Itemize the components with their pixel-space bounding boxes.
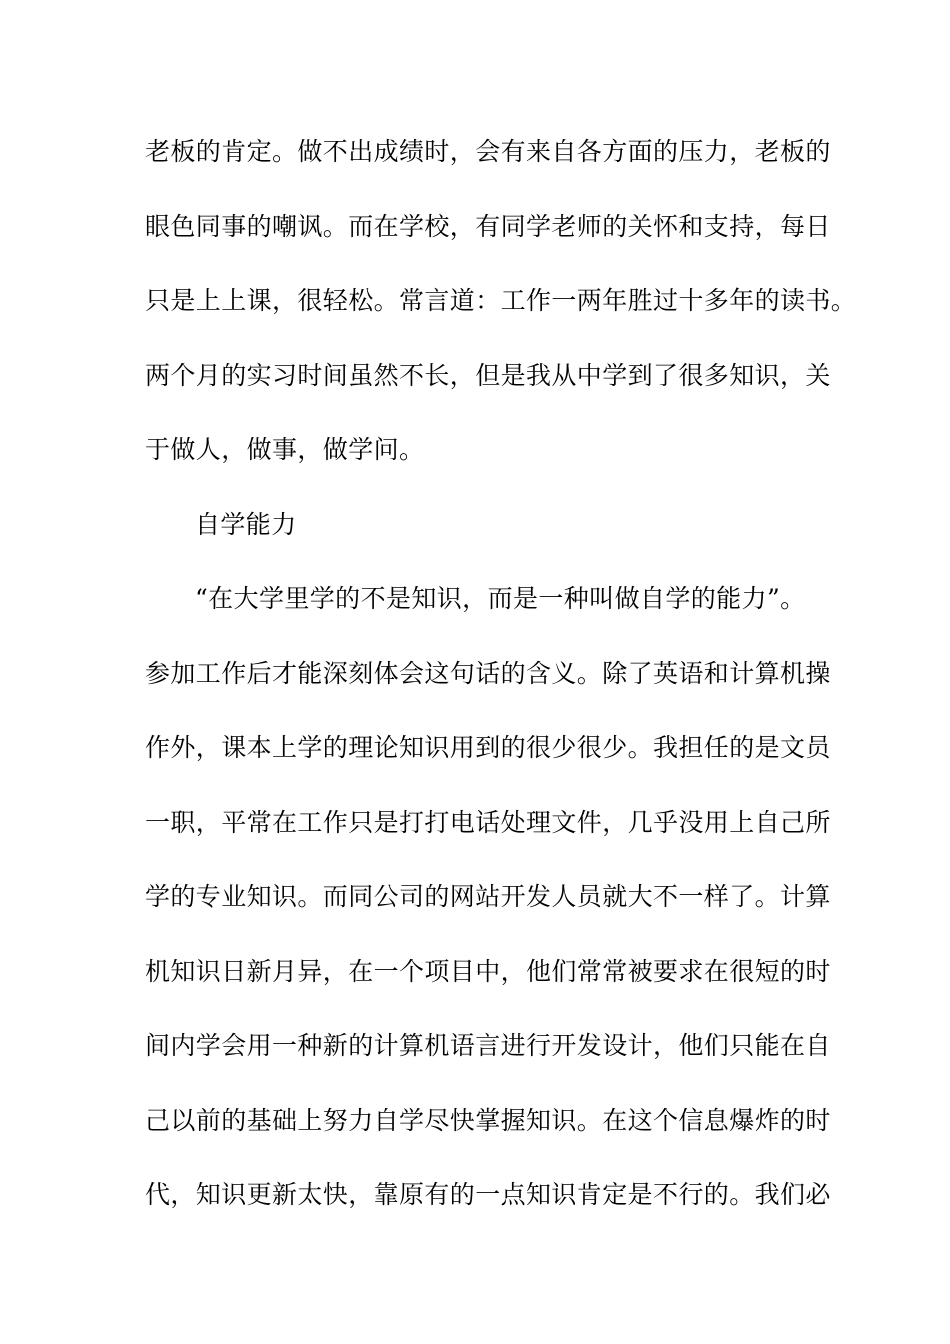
text-line: 己以前的基础上努力自学尽快掌握知识。在这个信息爆炸的时: [145, 1105, 831, 1135]
text-line: 机知识日新月异，在一个项目中，他们常常被要求在很短的时: [145, 956, 831, 986]
text-line: 两个月的实习时间虽然不长，但是我从中学到了很多知识，关: [145, 360, 831, 390]
text-line: 于做人，做事，做学问。: [145, 435, 425, 464]
text-line: 代，知识更新太快，靠原有的一点知识肯定是不行的。我们必: [145, 1180, 831, 1209]
text-line: 参加工作后才能深刻体会这句话的含义。除了英语和计算机操: [145, 658, 831, 688]
text-line: 间内学会用一种新的计算机语言进行开发设计，他们只能在自: [145, 1031, 831, 1060]
text-line: 学的专业知识。而同公司的网站开发人员就大不一样了。计算: [145, 882, 831, 911]
quote-line: “在大学里学的不是知识，而是一种叫做自学的能力”。: [195, 584, 806, 613]
text-line: 作外，课本上学的理论知识用到的很少很少。我担任的是文员: [145, 733, 831, 762]
text-line: 眼色同事的嘲讽。而在学校，有同学老师的关怀和支持，每日: [145, 211, 831, 241]
text-line: 只是上上课，很轻松。常言道：工作一两年胜过十多年的读书。: [145, 286, 857, 315]
text-line: 老板的肯定。做不出成绩时，会有来自各方面的压力，老板的: [145, 137, 831, 166]
text-line: 一职，平常在工作只是打打电话处理文件，几乎没用上自己所: [145, 807, 831, 837]
section-heading: 自学能力: [195, 509, 297, 539]
body-text: [145, 127, 857, 1245]
